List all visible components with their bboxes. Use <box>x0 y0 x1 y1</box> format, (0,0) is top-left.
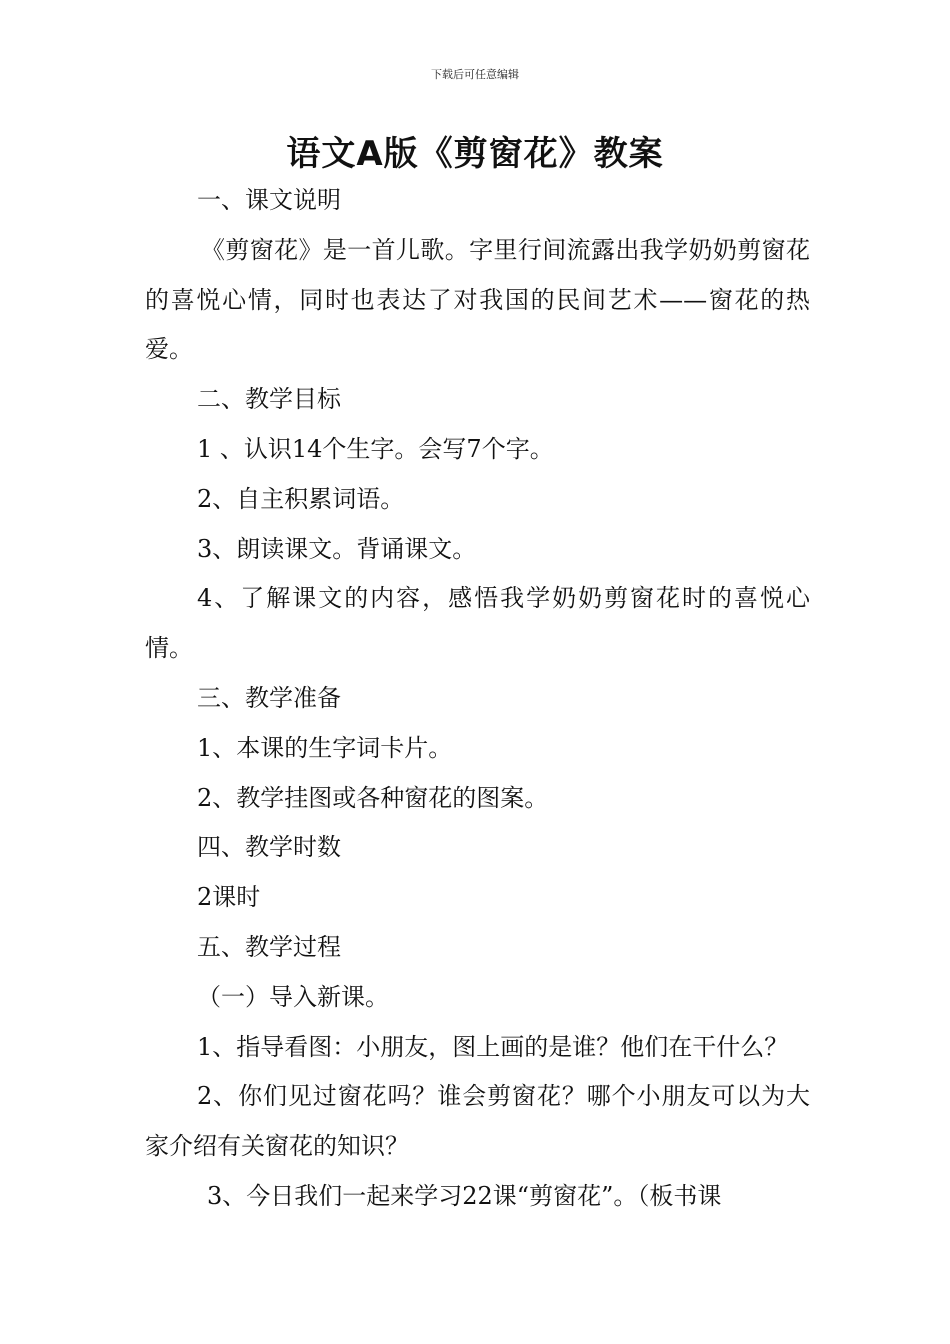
paragraph: 3、朗读课文。背诵课文。 <box>197 534 477 563</box>
paragraph: （一）导入新课。 <box>197 982 389 1011</box>
paragraph: 2、自主积累词语。 <box>197 484 405 513</box>
paragraph: 2、你们见过窗花吗？谁会剪窗花？哪个小朋友可以为大家介绍有关窗花的知识？ <box>145 1082 810 1161</box>
paragraph: 四、教学时数 <box>197 833 341 862</box>
paragraph: 1、本课的生字词卡片。 <box>197 733 453 762</box>
document-body <box>145 176 810 1222</box>
paragraph: 3、今日我们一起来学习22课“剪窗花”。（板书课 <box>207 1181 722 1210</box>
page-header: 下载后可任意编辑 <box>431 68 519 81</box>
paragraph: 1 、认识14个生字。会写7个字。 <box>197 434 554 463</box>
paragraph: 4、了解课文的内容，感悟我学奶奶剪窗花时的喜悦心情。 <box>145 584 810 663</box>
paragraph: 2、教学挂图或各种窗花的图案。 <box>197 783 549 812</box>
paragraph: 一、课文说明 <box>197 186 341 214</box>
paragraph: 三、教学准备 <box>197 683 341 712</box>
paragraph: 《剪窗花》是一首儿歌。字里行间流露出我学奶奶剪窗花的喜悦心情，同时也表达了对我国的民间艺术——窗花的热爱。 <box>145 235 810 364</box>
paragraph: 二、教学目标 <box>197 385 341 414</box>
paragraph: 1、指导看图：小朋友，图上画的是谁？他们在干什么？ <box>197 1032 789 1061</box>
document-title: 语文A版《剪窗花》教案 <box>286 134 664 174</box>
paragraph: 五、教学过程 <box>197 932 341 961</box>
paragraph: 2课时 <box>197 883 261 912</box>
